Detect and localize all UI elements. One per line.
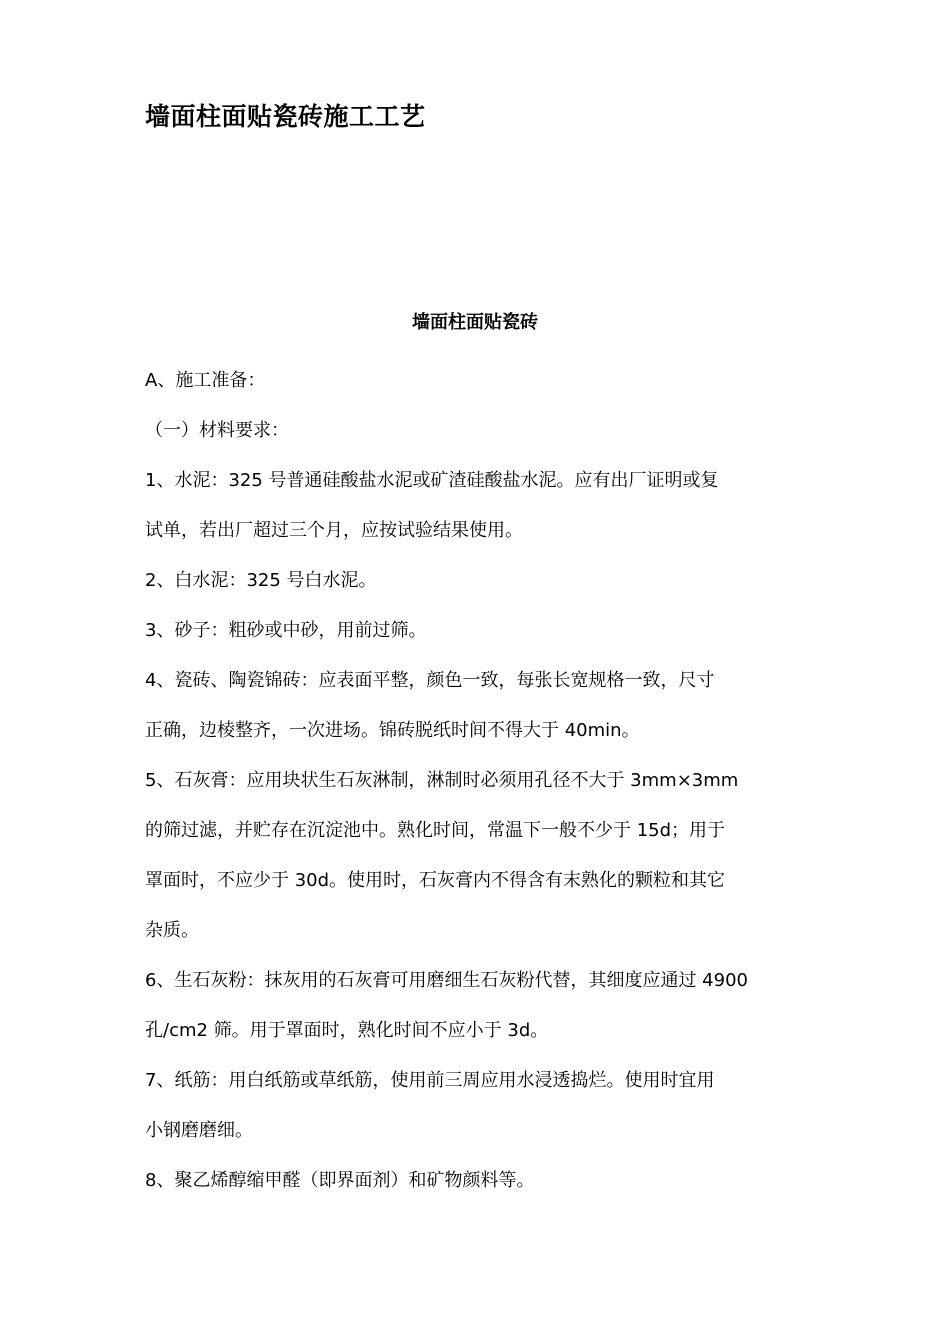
document-title: 墙面柱面贴瓷砖施工工艺 [145,102,426,131]
paragraph-line: 2、白水泥：325 号白水泥。 [145,570,377,591]
paragraph-line: 5、石灰膏：应用块状生石灰淋制，淋制时必须用孔径不大于 3mm×3mm [145,770,739,791]
paragraph-line: 3、砂子：粗砂或中砂，用前过筛。 [145,620,427,641]
material-item-lime-paste [145,756,810,956]
paragraph-line: 罩面时，不应少于 30d。使用时，石灰膏内不得含有末熟化的颗粒和其它 [145,870,726,891]
part-heading: A、施工准备： [145,370,266,391]
section-heading: 墙面柱面贴瓷砖 [412,312,538,333]
paragraph-line: 孔/cm2 筛。用于罩面时，熟化时间不应小于 3d。 [145,1020,549,1041]
material-item-sand [145,606,810,656]
material-item-quicklime-powder [145,956,810,1056]
material-item-paper-fiber [145,1056,810,1156]
paragraph-line: 1、水泥：325 号普通硅酸盐水泥或矿渣硅酸盐水泥。应有出厂证明或复 [145,470,719,491]
paragraph-line: 6、生石灰粉：抹灰用的石灰膏可用磨细生石灰粉代替，其细度应通过 4900 [145,970,748,991]
material-item-cement [145,456,810,556]
paragraph-line: 4、瓷砖、陶瓷锦砖：应表面平整，颜色一致，每张长宽规格一致，尺寸 [145,670,715,691]
material-item-tiles [145,656,810,756]
paragraph-line: 7、纸筋：用白纸筋或草纸筋，使用前三周应用水浸透捣烂。使用时宜用 [145,1070,715,1091]
material-item-interface-agent [145,1156,810,1206]
document-body [145,356,810,1206]
paragraph-line: 试单，若出厂超过三个月，应按试验结果使用。 [145,520,523,541]
paragraph-line: 杂质。 [145,920,199,941]
paragraph-line: 小钢磨磨细。 [145,1120,253,1141]
material-item-white-cement [145,556,810,606]
paragraph-line: 正确，边棱整齐，一次进场。锦砖脱纸时间不得大于 40min。 [145,720,640,741]
subheading-material-requirements: （一）材料要求： [145,420,289,441]
paragraph-line: 的筛过滤，并贮存在沉淀池中。熟化时间，常温下一般不少于 15d；用于 [145,820,726,841]
paragraph-line: 8、聚乙烯醇缩甲醛（即界面剂）和矿物颜料等。 [145,1170,535,1191]
